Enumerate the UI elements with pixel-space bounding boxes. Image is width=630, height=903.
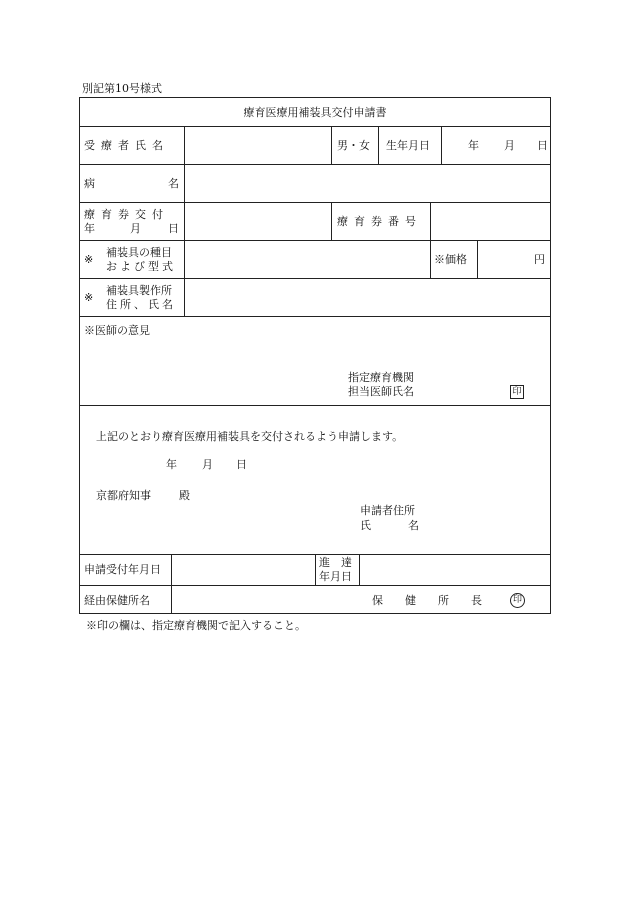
issue-month-label: 月 xyxy=(130,222,141,235)
yen-label: 円 xyxy=(534,253,545,266)
rule xyxy=(80,202,550,203)
doctor-name-label: 担当医師氏名 xyxy=(348,385,414,398)
ticket-number-label: 療育券番号 xyxy=(337,215,422,228)
price-label: ※価格 xyxy=(434,253,467,266)
rule xyxy=(430,240,431,278)
birth-year-label: 年 xyxy=(468,139,479,152)
birth-day-label: 日 xyxy=(537,139,548,152)
rule xyxy=(331,202,332,240)
addressee-label: 京都府知事 xyxy=(96,489,151,502)
via-health-center-label: 経由保健所名 xyxy=(84,594,150,607)
rule xyxy=(171,554,172,613)
forward-label: 進 達 xyxy=(319,556,352,569)
rule xyxy=(80,585,550,586)
application-day-label: 日 xyxy=(236,458,247,471)
rule xyxy=(80,240,550,241)
received-date-label: 申請受付年月日 xyxy=(84,563,161,576)
rule xyxy=(359,554,360,585)
form-number-label: 別記第10号様式 xyxy=(82,82,162,95)
rule xyxy=(80,316,550,317)
applicant-address-label: 申請者住所 xyxy=(360,504,415,517)
rule xyxy=(184,126,185,316)
rule xyxy=(331,126,332,164)
rule xyxy=(315,554,316,585)
issue-date-label: 療育券交付 xyxy=(84,208,169,221)
birth-month-label: 月 xyxy=(504,139,515,152)
application-statement: 上記のとおり療育医療用補装具を交付されるよう申請します。 xyxy=(96,430,404,443)
manufacturer-label: 補装具製作所 xyxy=(106,284,172,297)
form-title: 療育医療用補装具交付申請書 xyxy=(243,106,387,119)
required-mark: ※ xyxy=(84,291,94,304)
application-year-label: 年 xyxy=(166,458,177,471)
rule xyxy=(80,164,550,165)
rule xyxy=(378,126,379,164)
seal-icon: 印 xyxy=(510,593,525,608)
patient-name-label: 受療者氏名 xyxy=(84,139,169,152)
gender-label: 男・女 xyxy=(337,139,370,152)
birth-date-label: 生年月日 xyxy=(386,139,430,152)
device-model-label: および型式 xyxy=(106,260,176,273)
applicant-name-label-1: 氏 xyxy=(360,519,371,532)
forward-date-label: 年月日 xyxy=(319,570,352,583)
required-mark: ※ xyxy=(84,253,94,266)
rule xyxy=(80,405,550,406)
application-month-label: 月 xyxy=(202,458,213,471)
doctor-opinion-label: ※医師の意見 xyxy=(84,324,150,337)
issue-day-label: 日 xyxy=(168,222,179,235)
issue-year-label: 年 xyxy=(84,222,95,235)
rule xyxy=(80,278,550,279)
disease-label-1: 病 xyxy=(84,177,95,190)
health-center-director-label: 保 健 所 長 xyxy=(372,594,482,607)
designated-institution-label: 指定療育機関 xyxy=(348,371,414,384)
disease-label-2: 名 xyxy=(168,177,179,190)
rule xyxy=(80,126,550,127)
rule xyxy=(441,126,442,164)
rule xyxy=(430,202,431,240)
manufacturer-address-label: 住所、氏名 xyxy=(106,298,176,311)
honorific-label: 殿 xyxy=(179,489,190,502)
application-form-table xyxy=(79,97,551,614)
device-type-label: 補装具の種目 xyxy=(106,246,172,259)
rule xyxy=(477,240,478,278)
seal-icon: 印 xyxy=(510,385,524,399)
applicant-name-label-2: 名 xyxy=(408,519,419,532)
footnote: ※印の欄は、指定療育機関で記入すること。 xyxy=(86,619,306,632)
